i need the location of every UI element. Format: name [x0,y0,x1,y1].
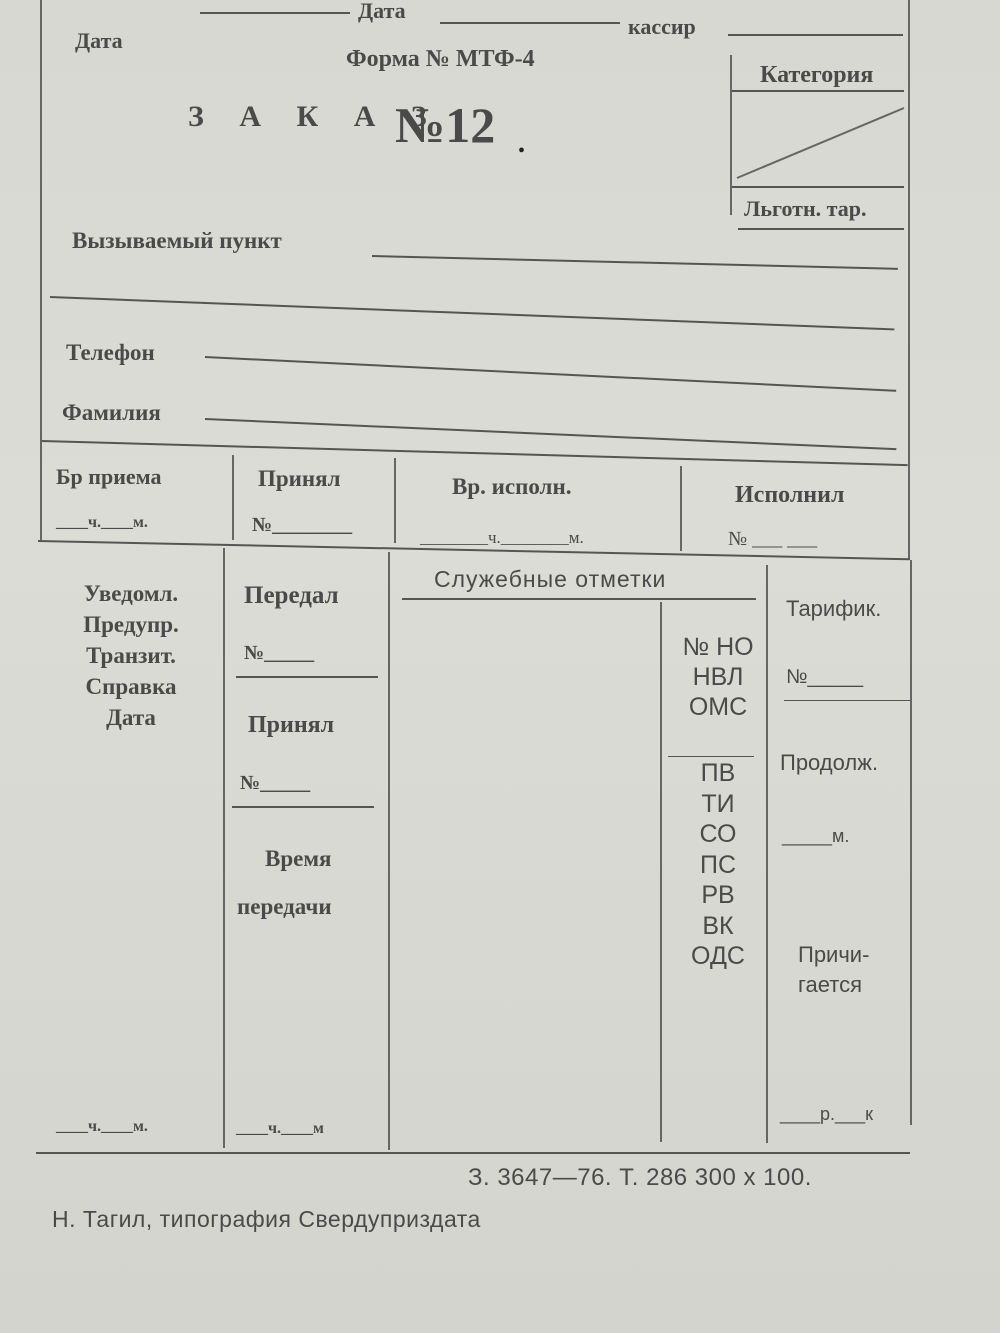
row2-div-1 [232,455,234,540]
col1-items [66,578,196,733]
called-point-line[interactable] [372,255,898,270]
tariff-label: Тарифик. [786,596,882,621]
top-date-rule [440,22,620,24]
form-bottom-border [36,1152,910,1154]
grid-right-border [910,560,912,1125]
code-pv: ПВ [700,759,736,787]
called-point-label: Вызываемый пункт [72,228,282,253]
service-notes-label: Служебные отметки [434,566,667,592]
col1-item-transit: Транзит. [86,643,176,668]
tariff-rule [784,700,910,701]
time-received-hm[interactable]: ____ч.____м. [56,514,148,531]
duration-m[interactable]: _____м. [782,826,850,846]
accepted-label: Принял [258,466,341,491]
codes-group-b [675,758,761,972]
left-border [40,0,42,540]
called-point-line-2[interactable] [50,296,894,330]
col2-bottom-hm[interactable]: ____ч.____м [236,1120,324,1137]
code-so: СО [699,820,737,848]
printer-imprint: Н. Тагил, типография Свердуприздата [52,1206,481,1232]
benefit-label: Льготн. тар. [744,196,867,221]
col1-item-notice: Уведомл. [83,581,179,606]
grid-div-4 [766,565,768,1143]
category-rule-bottom [732,186,904,188]
code-ps: ПС [699,850,737,879]
grid-div-2 [388,552,390,1150]
top-date-label: Дата [358,0,406,23]
due-label-2: гается [798,972,863,997]
row2-div-3 [680,466,682,551]
tariff-no[interactable]: №_____ [786,666,864,688]
category-label: Категория [760,62,874,88]
time-received-label: Бр приема [56,464,162,489]
executed-label: Исполнил [735,482,845,508]
codes-divider [668,756,754,757]
surname-label: Фамилия [62,400,161,425]
time-done-hm[interactable]: ________ч.________м. [420,528,584,547]
codes-group-a [675,632,761,722]
time-label-1: Время [265,846,332,871]
col2-rule-2 [232,806,374,808]
col1-item-date: Дата [106,705,156,730]
time-label-2: передачи [237,894,332,919]
top-rule-left [200,12,350,14]
code-ti: ТИ [701,789,735,818]
accepted-no[interactable]: №________ [252,514,353,536]
duration-label: Продолж. [780,750,879,775]
cashier-label: кассир [628,14,696,39]
grid-div-1 [223,548,225,1148]
code-ods: ОДС [691,942,745,970]
print-code: З. 3647—76. Т. 286 300 x 100. [468,1164,812,1191]
due-label-1: Причи- [798,942,870,967]
order-label: З А К А З [188,100,441,133]
due-bottom-rk[interactable]: ____р.___к [780,1104,873,1124]
service-notes-rule [402,598,756,600]
benefit-rule [738,228,904,230]
col1-item-warning: Предупр. [83,612,179,637]
right-border [908,0,910,560]
col2-rule-1 [236,676,378,678]
transmitted-label: Передал [244,582,339,609]
col2-accepted-label: Принял [248,712,335,738]
category-diagonal [732,90,907,190]
transmitted-no[interactable]: №_____ [244,642,315,664]
col1-bottom-hm[interactable]: ____ч.____м. [56,1118,148,1135]
form-number: Форма № МТФ-4 [346,46,535,72]
cashier-rule [728,34,903,36]
ink-dot: • [518,140,526,162]
phone-line[interactable] [205,356,896,392]
phone-label: Телефон [66,340,155,365]
code-oms: ОМС [688,693,748,721]
col2-accepted-no[interactable]: №_____ [240,772,311,794]
col1-item-reference: Справка [85,674,177,699]
code-no: № НО [682,633,754,661]
date-left-label: Дата [75,28,123,53]
row2-div-2 [394,458,396,543]
surname-line[interactable] [205,418,896,450]
code-vk: ВК [702,911,734,940]
code-rv: РВ [701,881,735,909]
code-nvl: НВЛ [692,663,744,691]
grid-div-3 [660,602,662,1142]
order-number: №12 [395,97,496,153]
executed-no[interactable]: № ___ ___ [728,528,818,550]
time-done-label: Вр. исполн. [452,474,572,499]
